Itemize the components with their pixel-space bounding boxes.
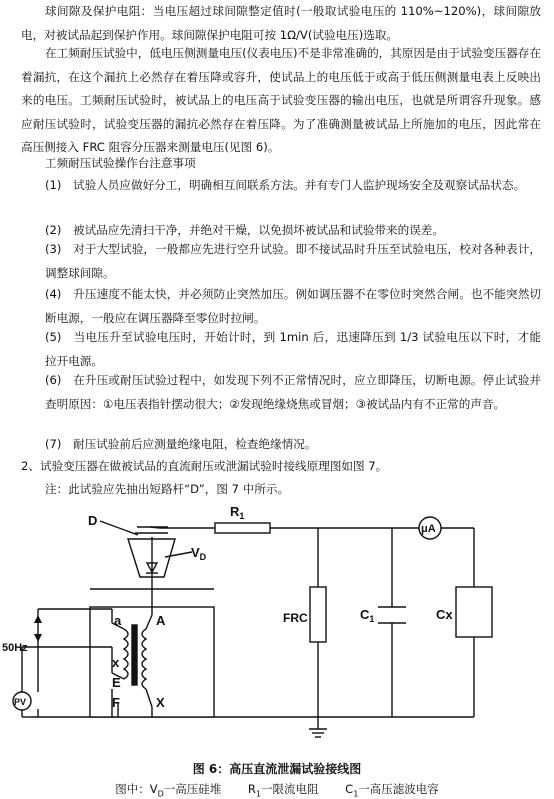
label-microammeter: μA	[421, 523, 436, 535]
label-x-low: x	[112, 655, 120, 670]
note-text: 注：此试验应先抽出短路杆“D”，图 7 中所示。	[45, 482, 290, 496]
label-A-high: A	[156, 613, 166, 628]
label-E: E	[112, 675, 121, 690]
item-5: (5) 当电压升至试验电压时，开始计时，到 1min 后，迅速降压到 1/3 试验电压以下时，才能拉开电源。	[45, 330, 541, 368]
section-2-text: 2、试验变压器在做被试品的直流耐压或泄漏试验时接线原理图如图 7。	[21, 459, 388, 473]
label-F: F	[112, 695, 120, 710]
label-vd: $V_D$	[191, 545, 207, 562]
label-cx: Cx	[436, 607, 453, 622]
heading-precautions: 工频耐压试验操作台注意事项	[45, 156, 196, 170]
label-d: D	[88, 513, 98, 528]
circuit-diagram	[0, 497, 554, 757]
item-6: (6) 在升压或耐压试验过程中，如发现下列不正常情况时，应立即降压，切断电源。停止试验并查明原因：①电压表指针摆动很大；②发现绝缘烧焦或冒烟；③被试品内有不正常的声音。	[45, 373, 541, 411]
resistor-r1	[215, 523, 270, 533]
label-r1: $R_1$	[230, 504, 245, 521]
paragraph-capacitive-rise: 在工频耐压试验中，低电压侧测量电压(仪表电压)不是非常准确的，其原因是由于试验变压器存在着漏抗，在这个漏抗上必然存在着压降或容升，使试品上的电压低于或高于低压侧测量电表上反映出来的电压。工频耐压试验时，被试品上的电压高于试验变压器的输出电压，也就是所谓容升现象。感应耐压试验时，试验变压器的漏抗必然存在着压降。为了准确测量被试品上所施加的电压，因此常在高压侧接入 FRC 阻容分压器来测量电压(见图 6)。	[21, 46, 541, 154]
item-2: (2) 被试品应先清扫干净，并绝对干燥，以免损坏被试品和试验带来的误差。	[45, 223, 445, 237]
label-frc: FRC	[283, 611, 308, 625]
item-1: (1) 试验人员应做好分工，明确相互间联系方法。并有专门人监护现场安全及观察试品状态。	[45, 178, 526, 192]
label-c1: $C_1$	[360, 607, 375, 624]
label-50hz: 50Hz	[2, 642, 28, 654]
label-a-low: a	[114, 613, 122, 628]
figure-caption: 图 6：高压直流泄漏试验接线图	[192, 762, 362, 776]
label-X-high: X	[156, 695, 165, 710]
item-3: (3) 对于大型试验，一般都应先进行空升试验。即不接试品时升压至试验电压，校对各种表计，调整球间隙。	[45, 242, 541, 280]
figure-legend: 图中：$V_D$一高压硅堆 $R_1$一限流电阻 $C_1$一高压滤波电容	[115, 782, 439, 799]
item-4: (4) 升压速度不能太快，并必须防止突然加压。例如调压器不在零位时突然合闸。也不能突然切断电源，一般应在调压器降至零位时拉闸。	[45, 287, 541, 325]
item-7: (7) 耐压试验前后应测量绝缘电阻，检查绝缘情况。	[45, 437, 317, 451]
label-pv: PV	[14, 697, 27, 707]
paragraph-sphere-gap: 球间隙及保护电阻：当电压超过球间隙整定值时(一般取试验电压的 110%~120%)，球间隙放电，对被试品起到保护作用。球间隙保护电阻可按 1Ω/V(试验电压)选取。	[21, 4, 541, 42]
